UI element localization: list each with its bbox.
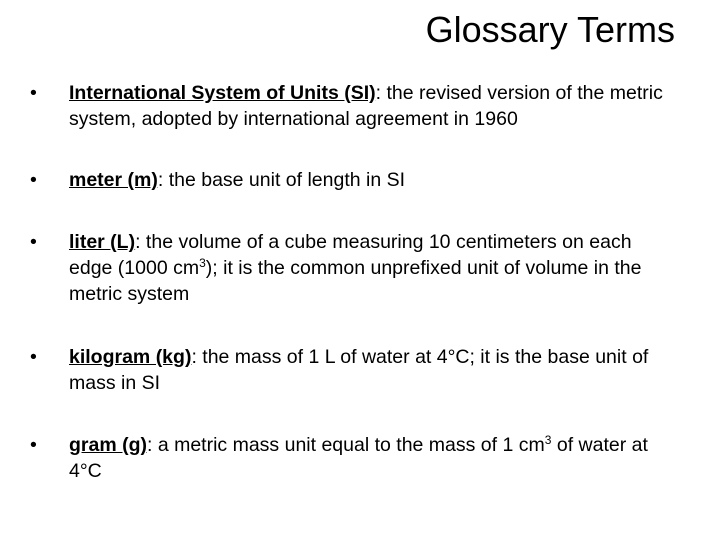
glossary-entry [69, 229, 669, 307]
slide-title: Glossary Terms [425, 9, 675, 50]
glossary-definition-start: : a metric mass unit equal to the mass of 1 cm [147, 434, 545, 456]
glossary-term: gram (g) [69, 434, 147, 456]
bullet-dot: • [30, 169, 37, 191]
glossary-term: meter (m) [69, 169, 158, 191]
glossary-definition-end: ); it is the common unprefixed unit of volume in the metric system [69, 257, 642, 305]
bullet-dot: • [30, 346, 37, 368]
glossary-entry [69, 344, 669, 396]
superscript-exponent: 3 [544, 433, 552, 447]
glossary-entry [69, 167, 669, 193]
bullet-dot: • [30, 231, 37, 253]
glossary-definition: : the base unit of length in SI [157, 169, 406, 191]
bullet-dot: • [30, 82, 37, 104]
glossary-definition: : the revised version of the metric system, adopted by international agreement in 1960 [69, 82, 663, 130]
glossary-term: kilogram (kg) [69, 346, 192, 368]
glossary-entry [69, 80, 669, 132]
superscript-exponent: 3 [199, 256, 206, 270]
glossary-definition-start: : the volume of a cube measuring 10 centimeters on each edge (1000 cm [69, 231, 632, 279]
glossary-term: liter (L) [69, 231, 136, 253]
glossary-definition: : the mass of 1 L of water at 4°C; it is the base unit of mass in SI [69, 346, 649, 394]
glossary-term: International System of Units (SI) [69, 82, 376, 104]
bullet-dot: • [30, 434, 37, 456]
glossary-definition-end: of water at 4°C [69, 434, 648, 482]
glossary-entry [69, 432, 669, 484]
